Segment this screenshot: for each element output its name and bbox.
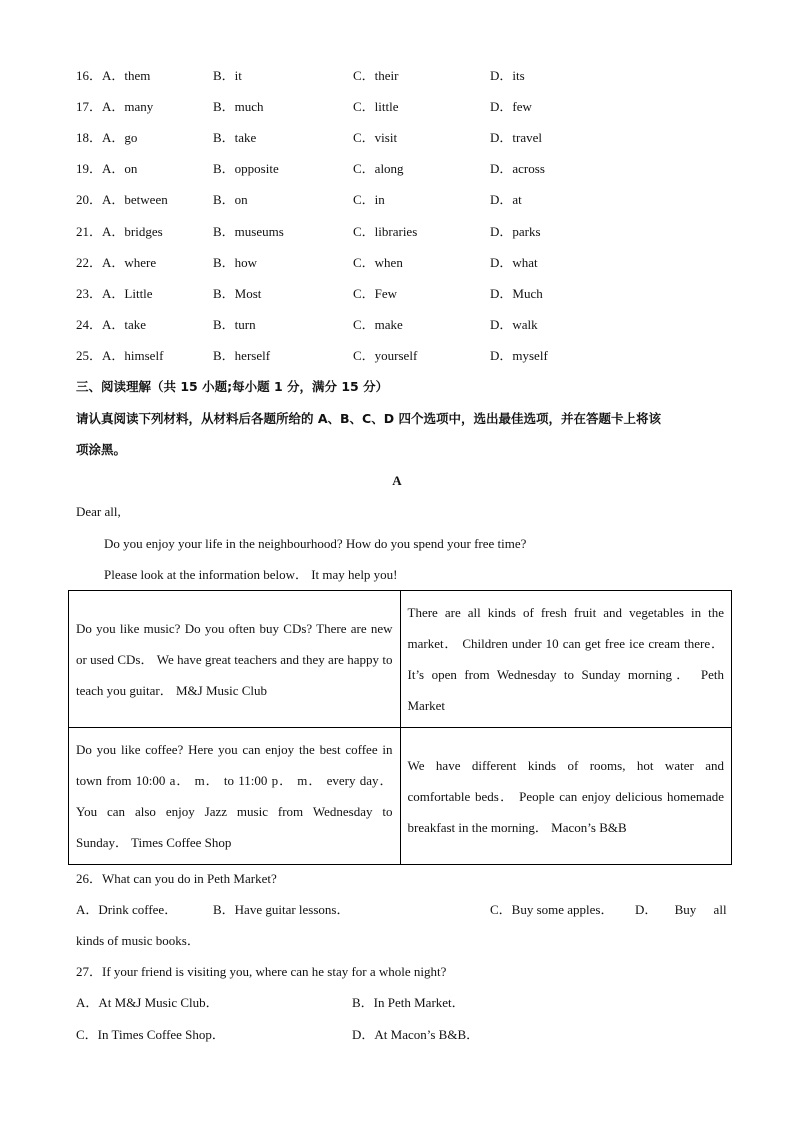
- option-b: B．take: [213, 130, 257, 145]
- option-d: D．few: [490, 99, 532, 114]
- option-d: D．myself: [490, 348, 548, 363]
- cell-peth-market: There are all kinds of fresh fruit and vegetables in the market． Children under 10 can get free ice cream there． It’s open from Wednesday to Sunday morning． Peth Market: [400, 591, 732, 728]
- option-b: B．herself: [213, 348, 271, 363]
- option-a: 19．A．on: [76, 161, 138, 176]
- option-b: B．on: [213, 192, 248, 207]
- option-a: 21．A．bridges: [76, 224, 163, 239]
- passage-label: A: [392, 473, 402, 488]
- option-a: 24．A．take: [76, 317, 147, 332]
- option-d: D．its: [490, 68, 525, 83]
- option-c: C．their: [353, 68, 399, 83]
- option-b: B．Most: [213, 286, 262, 301]
- option-a: 20．A．between: [76, 192, 168, 207]
- option-b: B．turn: [213, 317, 256, 332]
- option-c: C．visit: [353, 130, 398, 145]
- section-instruction-line-2: 项涂黑。: [76, 442, 127, 457]
- option-a: 16．A．them: [76, 68, 151, 83]
- option-b: B．it: [213, 68, 242, 83]
- option-a: 25．A．himself: [76, 348, 164, 363]
- option-a: 23．A．Little: [76, 286, 153, 301]
- cell-music-club: Do you like music? Do you often buy CDs? There are new or used CDs． We have great teachers and they are happy to teach you guitar． M&J Music Club: [69, 591, 401, 728]
- option-d: D．what: [490, 255, 538, 270]
- option-c: C．Few: [353, 286, 398, 301]
- question-27-option-d: D．At Macon’s B&B．: [352, 1027, 480, 1042]
- passage-greeting: Dear all,: [76, 504, 121, 519]
- option-b: B．opposite: [213, 161, 279, 176]
- question-26-option-d: D． Buy all: [635, 902, 727, 917]
- option-d: D．parks: [490, 224, 541, 239]
- question-26-option-d-continued: kinds of music books．: [76, 933, 200, 948]
- option-d: D．across: [490, 161, 545, 176]
- option-d: D．walk: [490, 317, 538, 332]
- option-c: C．when: [353, 255, 403, 270]
- question-27-option-c: C．In Times Coffee Shop．: [76, 1027, 225, 1042]
- option-a: 18．A．go: [76, 130, 138, 145]
- question-26-option-a: A．Drink coffee．: [76, 902, 178, 917]
- question-27-option-b: B．In Peth Market．: [352, 995, 465, 1010]
- cell-bnb: We have different kinds of rooms, hot water and comfortable beds． People can enjoy delicious homemade breakfast in the morning． Macon’s B&B: [400, 728, 732, 865]
- passage-paragraph-2: Please look at the information below． It may help you!: [104, 567, 398, 582]
- table-row: [69, 728, 732, 865]
- question-26-option-b: B．Have guitar lessons．: [213, 902, 350, 917]
- option-c: C．in: [353, 192, 385, 207]
- section-title: 三、阅读理解（共 15 小题;每小题 1 分，满分 15 分）: [76, 379, 389, 394]
- info-table: [68, 590, 732, 865]
- option-c: C．along: [353, 161, 404, 176]
- option-c: C．little: [353, 99, 399, 114]
- option-a: 22．A．where: [76, 255, 157, 270]
- passage-paragraph-1: Do you enjoy your life in the neighbourhood? How do you spend your free time?: [104, 536, 527, 551]
- section-instruction-line-1: 请认真阅读下列材料，从材料后各题所给的 A、B、C、D 四个选项中，选出最佳选项，并在答题卡上将该: [76, 411, 661, 426]
- option-b: B．museums: [213, 224, 284, 239]
- option-d: D．at: [490, 192, 522, 207]
- question-27-stem: 27．If your friend is visiting you, where can he stay for a whole night?: [76, 964, 447, 979]
- option-c: C．libraries: [353, 224, 418, 239]
- option-c: C．yourself: [353, 348, 418, 363]
- cell-coffee-shop: Do you like coffee? Here you can enjoy the best coffee in town from 10:00 a． m． to 11:00 p． m． every day． You can also enjoy Jazz music from Wednesday to Sunday． Times Coffee Shop: [69, 728, 401, 865]
- table-row: [69, 591, 732, 728]
- option-b: B．how: [213, 255, 258, 270]
- option-c: C．make: [353, 317, 403, 332]
- option-b: B．much: [213, 99, 264, 114]
- option-d: D．travel: [490, 130, 542, 145]
- option-d: D．Much: [490, 286, 543, 301]
- question-27-option-a: A．At M&J Music Club．: [76, 995, 219, 1010]
- option-a: 17．A．many: [76, 99, 154, 114]
- question-26-stem: 26．What can you do in Peth Market?: [76, 871, 277, 886]
- question-26-option-c: C．Buy some apples．: [490, 902, 614, 917]
